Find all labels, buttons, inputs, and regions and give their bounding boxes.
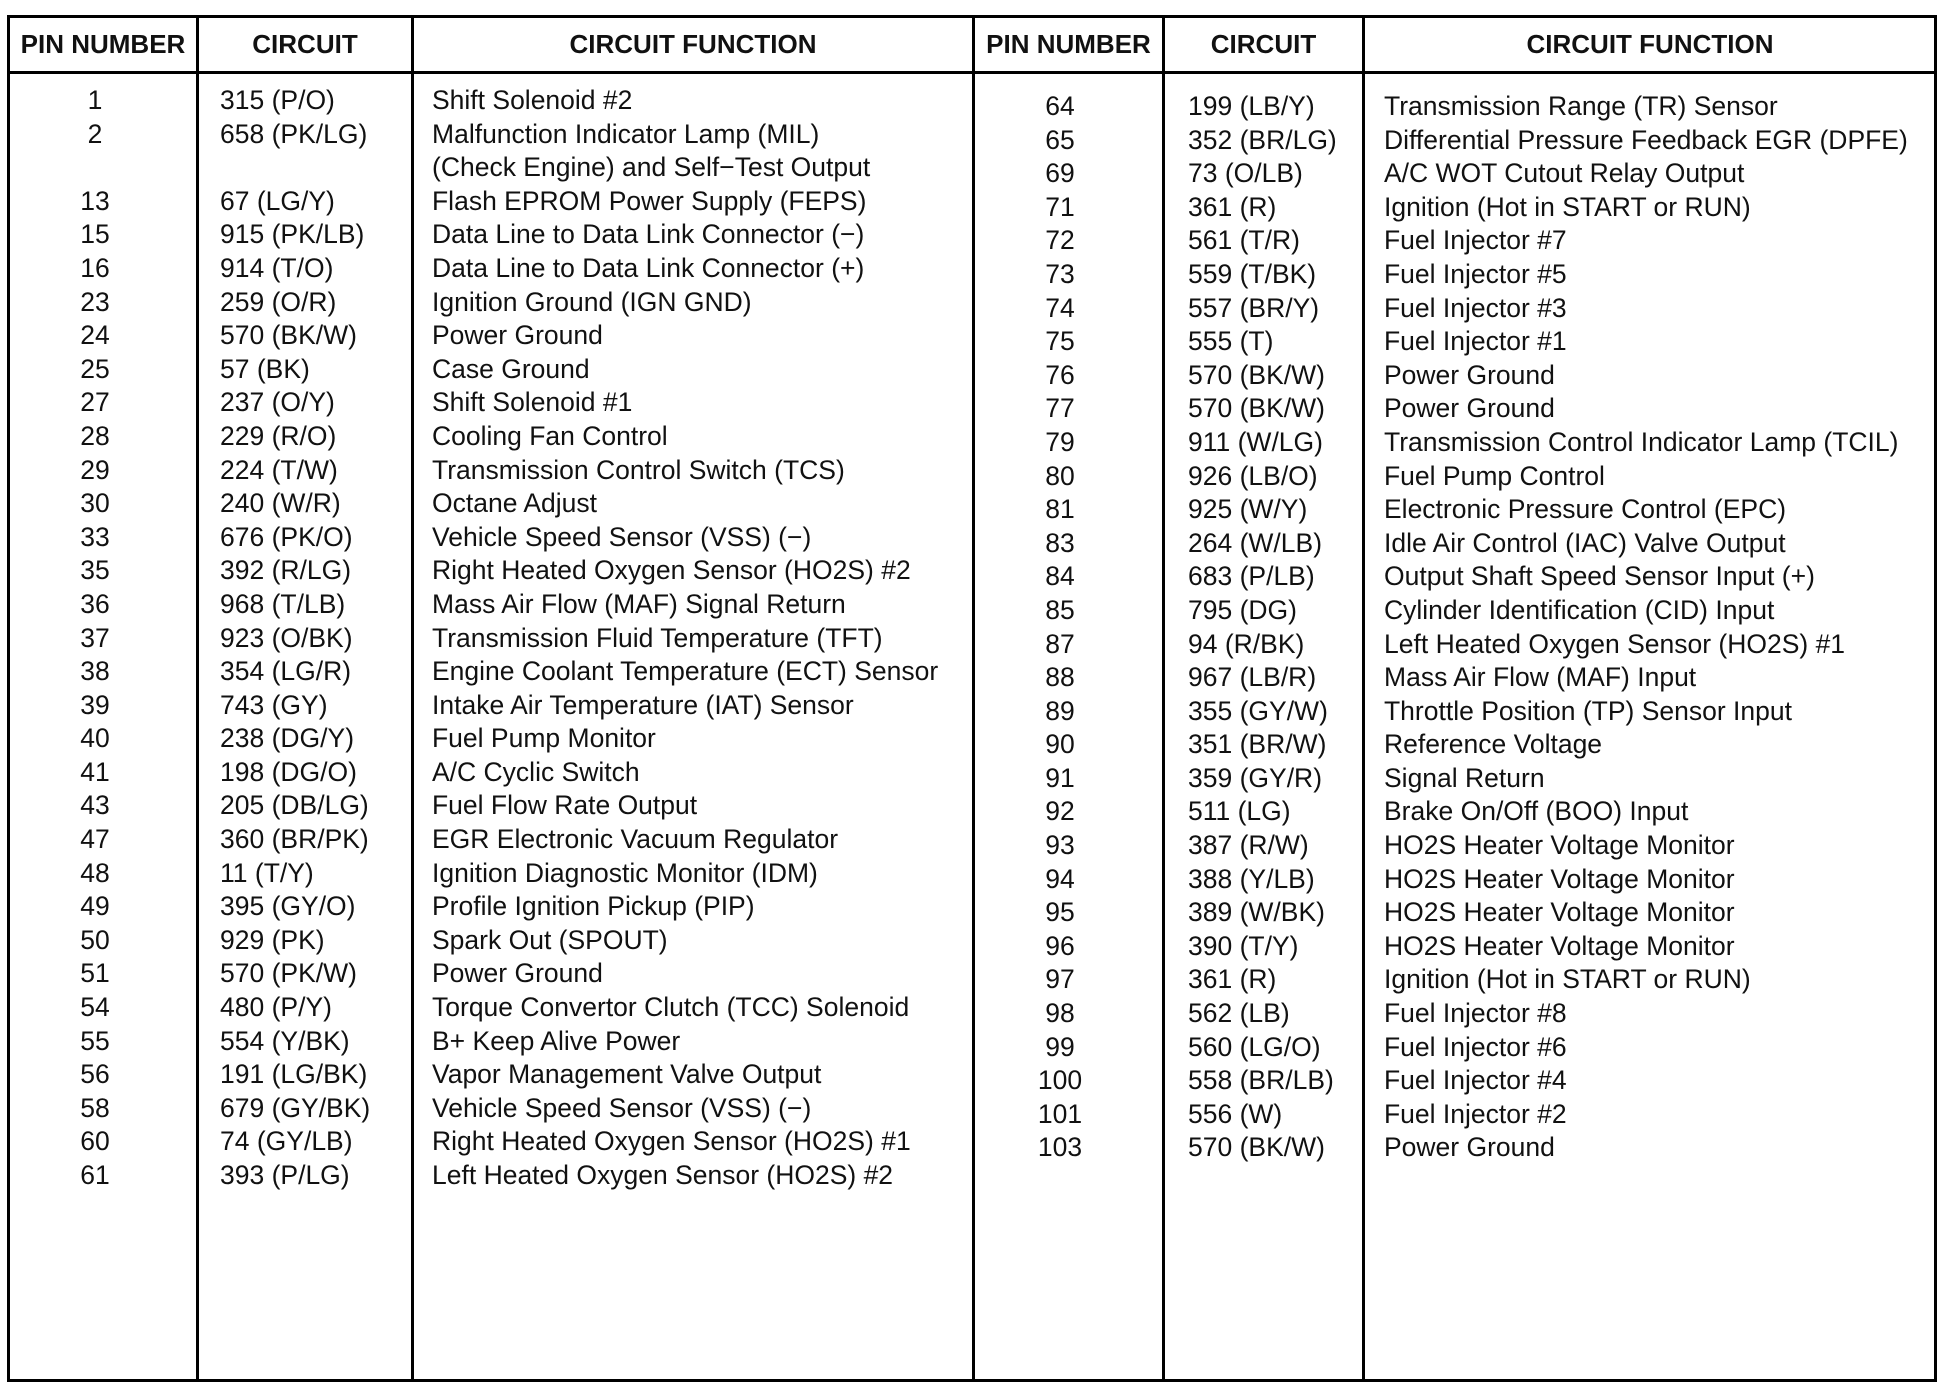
- right-row-function: Fuel Injector #8: [1384, 998, 1567, 1029]
- column-divider: [972, 18, 975, 1379]
- right-row-pin: 80: [1045, 460, 1075, 491]
- left-row-circuit: 354 (LG/R): [220, 656, 352, 687]
- right-row-pin: 96: [1045, 930, 1075, 961]
- right-row-circuit: 557 (BR/Y): [1188, 292, 1320, 323]
- left-row-pin: 33: [80, 521, 110, 552]
- right-row-pin: 98: [1045, 998, 1075, 1029]
- right-row-pin: 73: [1045, 258, 1075, 289]
- left-row-pin: 27: [80, 387, 110, 418]
- right-row-function: Transmission Control Indicator Lamp (TCIL): [1384, 426, 1899, 457]
- right-row-function: Power Ground: [1384, 393, 1555, 424]
- left-row-circuit: 259 (O/R): [220, 286, 337, 317]
- right-row-pin: 95: [1045, 897, 1075, 928]
- left-row-function: Transmission Fluid Temperature (TFT): [432, 622, 883, 653]
- right-row-pin: 65: [1045, 124, 1075, 155]
- right-row-circuit: 795 (DG): [1188, 594, 1297, 625]
- right-row-pin: 83: [1045, 527, 1075, 558]
- header-circuit: CIRCUIT: [252, 29, 358, 59]
- right-row-circuit: 926 (LB/O): [1188, 460, 1318, 491]
- right-row-function: Signal Return: [1384, 762, 1545, 793]
- right-row-circuit: 389 (W/BK): [1188, 897, 1325, 928]
- right-row-function: Cylinder Identification (CID) Input: [1384, 594, 1775, 625]
- right-row-circuit: 355 (GY/W): [1188, 695, 1328, 726]
- column-divider: [411, 18, 414, 1379]
- right-row-function: Reference Voltage: [1384, 729, 1603, 760]
- header-pin-number: PIN NUMBER: [20, 29, 186, 59]
- left-row-pin: 50: [80, 924, 110, 955]
- right-row-pin: 77: [1045, 393, 1075, 424]
- left-row-function: Engine Coolant Temperature (ECT) Sensor: [432, 656, 939, 687]
- left-row-circuit: 57 (BK): [220, 353, 310, 384]
- header-circuit: CIRCUIT: [1210, 29, 1317, 59]
- right-row-function: Output Shaft Speed Sensor Input (+): [1384, 561, 1815, 592]
- right-row-function: HO2S Heater Voltage Monitor: [1384, 863, 1735, 894]
- right-row-circuit: 570 (BK/W): [1188, 1132, 1325, 1163]
- left-row-circuit: 968 (T/LB): [220, 588, 346, 619]
- right-pin-column: [1005, 90, 1115, 1165]
- right-row-function: Left Heated Oxygen Sensor (HO2S) #1: [1384, 628, 1846, 659]
- right-row-function: Fuel Injector #7: [1384, 225, 1567, 256]
- left-row-function: Case Ground: [432, 353, 590, 384]
- right-row-pin: 99: [1045, 1031, 1075, 1062]
- right-row-pin: 88: [1045, 662, 1075, 693]
- right-row-function: A/C WOT Cutout Relay Output: [1384, 158, 1745, 189]
- right-row-circuit: 558 (BR/LB): [1188, 1065, 1334, 1096]
- left-row-pin: 28: [80, 420, 110, 451]
- right-row-circuit: 560 (LG/O): [1188, 1031, 1321, 1062]
- left-row-circuit: 67 (LG/Y): [220, 185, 335, 216]
- left-row-function: Mass Air Flow (MAF) Signal Return: [432, 588, 846, 619]
- left-row-pin: 1: [87, 85, 103, 115]
- left-row-function: Transmission Control Switch (TCS): [432, 454, 845, 485]
- right-row-circuit: 925 (W/Y): [1188, 494, 1308, 525]
- left-row-pin: 36: [80, 588, 110, 619]
- right-row-pin: 103: [1037, 1132, 1083, 1163]
- right-row-function: Ignition (Hot in START or RUN): [1384, 964, 1751, 995]
- right-row-circuit: 387 (R/W): [1188, 830, 1309, 861]
- right-row-pin: 89: [1045, 695, 1075, 726]
- right-row-circuit: 390 (T/Y): [1188, 930, 1299, 961]
- left-row-function: Power Ground: [432, 320, 603, 351]
- left-row-circuit: 480 (P/Y): [220, 992, 332, 1023]
- left-row-circuit: 393 (P/LG): [220, 1160, 350, 1190]
- right-row-function: HO2S Heater Voltage Monitor: [1384, 930, 1735, 961]
- left-row-pin: 35: [80, 555, 110, 586]
- right-row-function: Mass Air Flow (MAF) Input: [1384, 662, 1697, 693]
- left-row-function: Left Heated Oxygen Sensor (HO2S) #2: [432, 1160, 894, 1190]
- right-row-circuit: 562 (LB): [1188, 998, 1290, 1029]
- left-row-pin: 51: [80, 958, 110, 989]
- right-row-function: Fuel Injector #2: [1384, 1098, 1567, 1129]
- left-row-pin: 55: [80, 1025, 110, 1056]
- left-row-function: EGR Electronic Vacuum Regulator: [432, 824, 839, 855]
- right-row-circuit: 570 (BK/W): [1188, 393, 1325, 424]
- left-row-circuit: 392 (R/LG): [220, 555, 352, 586]
- right-circuit-column: [1188, 90, 1363, 1165]
- right-row-circuit: 683 (P/LB): [1188, 561, 1315, 592]
- left-row-function: Vehicle Speed Sensor (VSS) (−): [432, 521, 812, 552]
- left-row-function: Torque Convertor Clutch (TCC) Solenoid: [432, 992, 910, 1023]
- header-circuit-function: CIRCUIT FUNCTION: [569, 29, 817, 59]
- left-row-pin: [50, 151, 140, 185]
- header-pin-number: PIN NUMBER: [986, 29, 1151, 59]
- right-row-pin: 74: [1045, 292, 1075, 323]
- right-row-function: Throttle Position (TP) Sensor Input: [1384, 695, 1792, 726]
- right-row-circuit: 967 (LB/R): [1188, 662, 1317, 693]
- left-row-function: Fuel Flow Rate Output: [432, 790, 698, 821]
- left-row-circuit: 395 (GY/O): [220, 891, 356, 922]
- right-row-pin: 85: [1045, 594, 1075, 625]
- left-row-circuit: 923 (O/BK): [220, 622, 353, 653]
- left-row-function: Right Heated Oxygen Sensor (HO2S) #1: [432, 1126, 911, 1157]
- column-divider: [1162, 18, 1165, 1379]
- left-row-circuit: 240 (W/R): [220, 488, 341, 519]
- right-row-circuit: 359 (GY/R): [1188, 762, 1323, 793]
- left-row-pin: 58: [80, 1092, 110, 1123]
- right-row-function: Electronic Pressure Control (EPC): [1384, 494, 1787, 525]
- left-function-column: [432, 84, 972, 1193]
- right-row-function: Idle Air Control (IAC) Valve Output: [1384, 527, 1786, 558]
- right-row-pin: 90: [1045, 729, 1075, 760]
- right-row-function: Fuel Injector #3: [1384, 292, 1567, 323]
- right-row-function: HO2S Heater Voltage Monitor: [1384, 897, 1735, 928]
- right-row-function: Power Ground: [1384, 1132, 1555, 1163]
- right-row-pin: 64: [1045, 91, 1075, 121]
- left-row-function: A/C Cyclic Switch: [432, 756, 640, 787]
- left-row-function: Data Line to Data Link Connector (−): [432, 219, 865, 250]
- right-row-function: Ignition (Hot in START or RUN): [1384, 191, 1751, 222]
- left-row-pin: 54: [80, 992, 110, 1023]
- right-row-circuit: 511 (LG): [1188, 796, 1291, 827]
- right-row-circuit: 561 (T/R): [1188, 225, 1300, 256]
- left-row-pin: 48: [80, 857, 110, 888]
- right-row-circuit: 73 (O/LB): [1188, 158, 1303, 189]
- right-row-pin: 97: [1045, 964, 1075, 995]
- left-row-circuit: 205 (DB/LG): [220, 790, 369, 821]
- right-row-pin: 81: [1045, 494, 1075, 525]
- right-row-circuit: 555 (T): [1188, 326, 1274, 357]
- left-row-pin: 61: [80, 1160, 110, 1190]
- right-row-circuit: 570 (BK/W): [1188, 359, 1325, 390]
- left-row-circuit: [220, 151, 410, 185]
- right-row-pin: 93: [1045, 830, 1075, 861]
- right-row-pin: 69: [1045, 158, 1075, 189]
- left-row-function: Ignition Ground (IGN GND): [432, 286, 752, 317]
- left-row-pin: 40: [80, 723, 110, 754]
- right-row-circuit: 361 (R): [1188, 191, 1277, 222]
- left-row-pin: 37: [80, 622, 110, 653]
- left-row-pin: 16: [80, 252, 110, 283]
- left-row-circuit: 237 (O/Y): [220, 387, 335, 418]
- right-row-pin: 101: [1037, 1098, 1083, 1129]
- right-row-pin: 91: [1045, 762, 1075, 793]
- left-row-circuit: 914 (T/O): [220, 252, 334, 283]
- left-row-circuit: 229 (R/O): [220, 420, 337, 451]
- left-row-circuit: 360 (BR/PK): [220, 824, 369, 855]
- left-row-circuit: 238 (DG/Y): [220, 723, 355, 754]
- right-row-function: Fuel Injector #6: [1384, 1031, 1567, 1062]
- right-row-circuit: 911 (W/LG): [1188, 426, 1323, 457]
- left-row-pin: 56: [80, 1059, 110, 1090]
- right-row-function: Fuel Pump Control: [1384, 460, 1605, 491]
- pinout-table: [7, 15, 1937, 1382]
- right-row-function: Power Ground: [1384, 359, 1555, 390]
- left-row-pin: 60: [80, 1126, 110, 1157]
- column-divider: [196, 18, 199, 1379]
- right-row-pin: 71: [1045, 191, 1075, 222]
- left-row-function: Shift Solenoid #2: [432, 85, 633, 115]
- right-row-function: Brake On/Off (BOO) Input: [1384, 796, 1689, 827]
- right-row-pin: 79: [1045, 426, 1075, 457]
- right-row-pin: 84: [1045, 561, 1075, 592]
- left-row-function: Data Line to Data Link Connector (+): [432, 252, 865, 283]
- left-row-circuit: 198 (DG/O): [220, 756, 357, 787]
- right-function-column: [1384, 90, 1939, 1165]
- right-row-circuit: 94 (R/BK): [1188, 628, 1305, 659]
- left-row-function: (Check Engine) and Self−Test Output: [432, 152, 871, 183]
- right-row-pin: 75: [1045, 326, 1075, 357]
- left-row-circuit: 743 (GY): [220, 689, 328, 720]
- left-row-function: Flash EPROM Power Supply (FEPS): [432, 185, 867, 216]
- left-row-function: Profile Ignition Pickup (PIP): [432, 891, 755, 922]
- left-row-pin: 43: [80, 790, 110, 821]
- right-row-function: Fuel Injector #1: [1384, 326, 1567, 357]
- right-row-pin: 87: [1045, 628, 1075, 659]
- left-row-circuit: 676 (PK/O): [220, 521, 353, 552]
- left-row-circuit: 658 (PK/LG): [220, 118, 368, 149]
- right-row-function: Transmission Range (TR) Sensor: [1384, 91, 1778, 121]
- left-row-pin: 24: [80, 320, 110, 351]
- left-row-circuit: 74 (GY/LB): [220, 1126, 353, 1157]
- left-row-circuit: 679 (GY/BK): [220, 1092, 371, 1123]
- right-row-circuit: 199 (LB/Y): [1188, 91, 1315, 121]
- left-row-pin: 2: [87, 118, 103, 149]
- right-row-pin: 94: [1045, 863, 1075, 894]
- left-row-function: Power Ground: [432, 958, 603, 989]
- right-row-circuit: 351 (BR/W): [1188, 729, 1327, 760]
- left-row-pin: 49: [80, 891, 110, 922]
- right-row-function: Fuel Injector #5: [1384, 258, 1567, 289]
- left-row-pin: 41: [80, 756, 110, 787]
- left-row-circuit: 315 (P/O): [220, 85, 335, 115]
- right-row-circuit: 388 (Y/LB): [1188, 863, 1315, 894]
- header-circuit-function: CIRCUIT FUNCTION: [1526, 29, 1774, 59]
- left-row-pin: 38: [80, 656, 110, 687]
- left-row-function: Malfunction Indicator Lamp (MIL): [432, 118, 820, 149]
- left-row-circuit: 570 (BK/W): [220, 320, 357, 351]
- right-row-pin: 92: [1045, 796, 1075, 827]
- right-row-pin: 76: [1045, 359, 1075, 390]
- left-row-function: Vapor Management Valve Output: [432, 1059, 822, 1090]
- right-row-circuit: 559 (T/BK): [1188, 258, 1317, 289]
- left-row-function: Spark Out (SPOUT): [432, 924, 668, 955]
- right-row-function: HO2S Heater Voltage Monitor: [1384, 830, 1735, 861]
- left-row-function: Ignition Diagnostic Monitor (IDM): [432, 857, 818, 888]
- right-row-function: Fuel Injector #4: [1384, 1065, 1567, 1096]
- left-row-function: Fuel Pump Monitor: [432, 723, 656, 754]
- right-row-circuit: 556 (W): [1188, 1098, 1283, 1129]
- left-row-circuit: 929 (PK): [220, 924, 325, 955]
- left-row-function: Right Heated Oxygen Sensor (HO2S) #2: [432, 555, 911, 586]
- left-row-function: Intake Air Temperature (IAT) Sensor: [432, 689, 854, 720]
- right-row-pin: 100: [1037, 1065, 1083, 1096]
- left-circuit-column: [220, 84, 410, 1193]
- right-row-function: Differential Pressure Feedback EGR (DPFE): [1384, 124, 1908, 155]
- left-row-circuit: 570 (PK/W): [220, 958, 357, 989]
- left-row-circuit: 11 (T/Y): [220, 857, 314, 888]
- left-row-circuit: 554 (Y/BK): [220, 1025, 350, 1056]
- right-row-circuit: 264 (W/LB): [1188, 527, 1323, 558]
- left-row-function: B+ Keep Alive Power: [432, 1025, 681, 1056]
- right-row-pin: 72: [1045, 225, 1075, 256]
- left-pin-column: [50, 84, 140, 1193]
- left-row-circuit: 915 (PK/LB): [220, 219, 365, 250]
- left-row-pin: 30: [80, 488, 110, 519]
- left-row-pin: 25: [80, 353, 110, 384]
- left-row-pin: 47: [80, 824, 110, 855]
- left-row-pin: 23: [80, 286, 110, 317]
- left-row-circuit: 224 (T/W): [220, 454, 338, 485]
- left-row-circuit: 191 (LG/BK): [220, 1059, 368, 1090]
- header-divider: [10, 71, 1934, 74]
- left-row-function: Cooling Fan Control: [432, 420, 668, 451]
- right-row-circuit: 361 (R): [1188, 964, 1277, 995]
- right-row-circuit: 352 (BR/LG): [1188, 124, 1337, 155]
- left-row-function: Octane Adjust: [432, 488, 597, 519]
- left-row-pin: 29: [80, 454, 110, 485]
- left-row-function: Shift Solenoid #1: [432, 387, 633, 418]
- left-row-pin: 13: [80, 185, 110, 216]
- left-row-pin: 15: [80, 219, 110, 250]
- left-row-function: Vehicle Speed Sensor (VSS) (−): [432, 1092, 812, 1123]
- left-row-pin: 39: [80, 689, 110, 720]
